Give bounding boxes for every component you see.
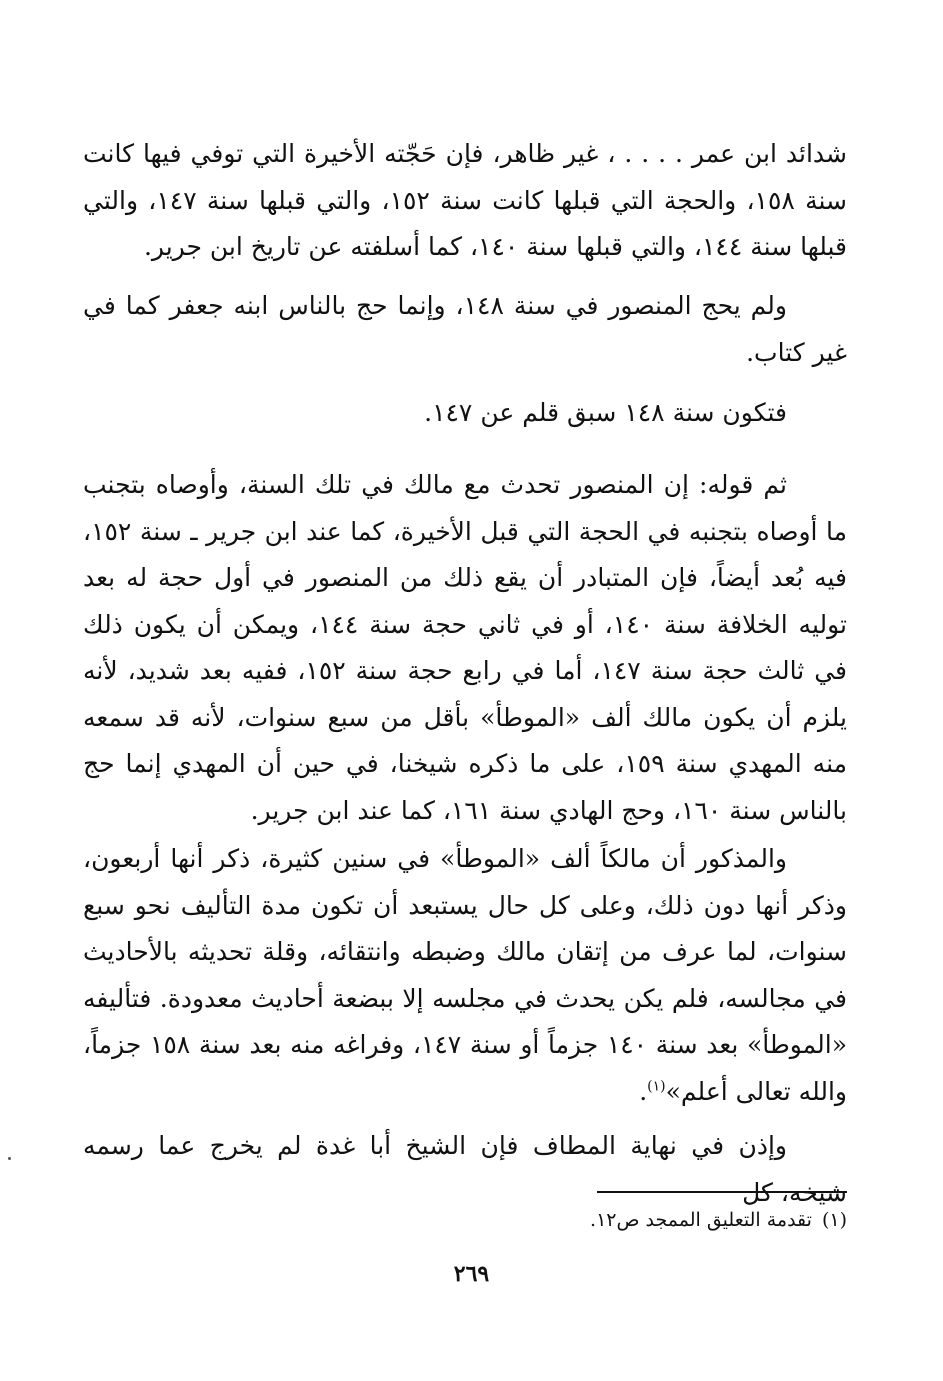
paragraph-text: فتكون سنة ١٤٨ سبق قلم عن ١٤٧. [424,398,787,427]
body-paragraph-1 [83,131,847,271]
body-paragraph-4 [83,462,847,834]
paragraph-text: وإذن في نهاية المطاف فإن الشيخ أبا غدة لم يخرج عما رسمه شيخه، كل [83,1131,847,1207]
page-number: ٢٦٩ [453,1261,490,1287]
paragraph-text: ثم قوله: إن المنصور تحدث مع مالك في تلك السنة، وأوصاه بتجنب ما أوصاه بتجنبه في الحجة التي قبل الأخيرة، كما عند ابن جرير ـ سنة ١٥٢، فيه بُعد أيضاً، فإن المتبادر أن يقع ذلك من المنصور في أول حجة له بعد توليه الخلافة سنة ١٤٠، أو في ثاني حجة سنة ١٤٤، ويمكن أن يكون ذلك في ثالث حجة سنة ١٤٧، أما في رابع حجة سنة ١٥٢، ففيه بعد شديد، لأنه يلزم أن يكون مالك ألف «الموطأ» بأقل من سبع سنوات، لأنه قد سمعه منه المهدي سنة ١٥٩، على ما ذكره شيخنا، في حين أن المهدي إنما حج بالناس سنة ١٦٠، وحج الهادي سنة ١٦١، كما عند ابن جرير. [83,470,848,825]
body-paragraph-5 [83,836,847,1115]
paragraph-text: شدائد ابن عمر . . . . ، غير ظاهر، فإن حَجّته الأخيرة التي توفي فيها كانت سنة ١٥٨، والحجة التي قبلها كانت سنة ١٥٢، والتي قبلها سنة ١٤٧، والتي قبلها سنة ١٤٤، والتي قبلها سنة ١٤٠، كما أسلفته عن تاريخ ابن جرير. [83,139,847,261]
scan-speck [8,1157,11,1160]
body-paragraph-6 [83,1123,847,1216]
footnote-reference[interactable]: (١) [647,1078,666,1095]
paragraph-body: والمذكور أن مالكاً ألف «الموطأ» في سنين كثيرة، ذكر أنها أربعون، وذكر أنها دون ذلك، وعلى كل حال يستبعد أن تكون مدة التأليف نحو سبع سنوات، لما عرف من إتقان مالك وضبطه وانتقائه، وقلة تحديثه بالأحاديث في مجالسه، فلم يكن يحدث في مجلسه إلا ببضعة أحاديث معدودة. فتأليفه «الموطأ» بعد سنة ١٤٠ جزماً أو سنة ١٤٧، وفراغه منه بعد سنة ١٥٨ جزماً، والله تعالى أعلم» [83,844,847,1106]
footnote-number: (١) [821,1209,847,1231]
body-paragraph-3 [83,390,847,437]
body-paragraph-2 [83,283,847,376]
paragraph-text: ولم يحج المنصور في سنة ١٤٨، وإنما حج بالناس ابنه جعفر كما في غير كتاب. [83,291,847,367]
paragraph-end-punctuation: . [639,1076,648,1106]
footnote-text: تقدمة التعليق الممجد ص١٢. [590,1209,812,1231]
footnote-divider [597,1191,847,1193]
paragraph-text [83,836,847,1115]
footnote [83,1205,847,1235]
